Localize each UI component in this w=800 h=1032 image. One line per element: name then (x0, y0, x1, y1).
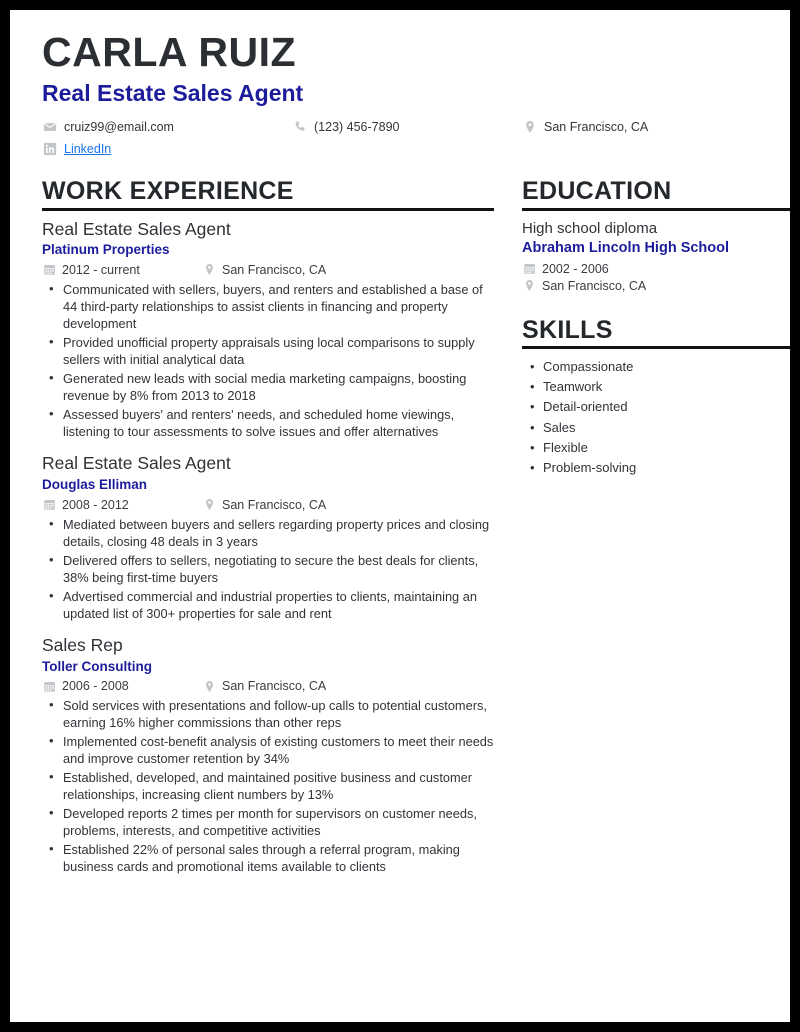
education-school: Abraham Lincoln High School (522, 240, 730, 257)
list-item: • Sold services with presentations and follow-up calls to potential customers, earning 16% higher commissions than other reps (42, 697, 494, 731)
job-location-text: San Francisco, CA (222, 262, 327, 277)
calendar-icon (522, 262, 536, 276)
list-item: • Developed reports 2 times per month for supervisors on customer needs, problems, interests, and competitive activities (42, 805, 494, 839)
education-location (522, 279, 790, 293)
education-dates-text: 2002 - 2006 (542, 261, 609, 276)
job-entry (42, 453, 494, 622)
work-experience-title: WORK EXPERIENCE (42, 177, 294, 206)
list-item: • Established 22% of personal sales through a referral program, making business cards and promotional items available to clients (42, 841, 494, 875)
list-item: • Established, developed, and maintained positive business and customer relationships, increasing client numbers by 13% (42, 769, 494, 803)
left-column (42, 178, 494, 888)
job-company: Douglas Elliman (42, 476, 148, 492)
job-location-text: San Francisco, CA (222, 679, 327, 694)
skills-list (522, 357, 790, 478)
contact-location (522, 119, 762, 134)
skill-item: • Problem-solving (522, 458, 790, 478)
contact-email[interactable] (42, 119, 292, 134)
right-column (522, 178, 790, 478)
contact-email-text: cruiz99@email.com (64, 119, 174, 134)
job-dates-text: 2012 - current (62, 262, 140, 277)
list-item: • Communicated with sellers, buyers, and renters and established a base of 44 third-party relationships to assist clients in financing and property development (42, 281, 494, 332)
map-pin-icon (522, 119, 537, 134)
list-item: • Mediated between buyers and sellers regarding property prices and closing details, closing 48 deals in 3 years (42, 516, 494, 550)
contact-phone[interactable] (292, 119, 522, 134)
education-section-header (522, 178, 790, 210)
resume-page (10, 10, 790, 1022)
list-item: • Provided unofficial property appraisals using local comparisons to supply sellers with initial analytical data (42, 334, 494, 368)
job-dates-text: 2008 - 2012 (62, 497, 129, 512)
skills-title: SKILLS (522, 315, 613, 344)
education-title: EDUCATION (522, 177, 672, 206)
envelope-icon (42, 119, 57, 134)
list-item: • Advertised commercial and industrial properties to clients, maintaining an updated list of 300+ properties for sale and rent (42, 588, 494, 622)
map-pin-icon (202, 679, 216, 693)
job-title: Real Estate Sales Agent (42, 218, 231, 239)
job-meta (42, 679, 494, 693)
job-title: Real Estate Sales Agent (42, 453, 231, 474)
skill-item: • Compassionate (522, 357, 790, 377)
calendar-icon (42, 263, 56, 277)
calendar-icon (42, 679, 56, 693)
map-pin-icon (522, 279, 536, 293)
skills-section-header (522, 317, 790, 349)
work-experience-section-header (42, 178, 494, 210)
job-company: Toller Consulting (42, 658, 152, 674)
job-company: Platinum Properties (42, 242, 170, 258)
skill-item: • Teamwork (522, 377, 790, 397)
map-pin-icon (202, 263, 216, 277)
job-meta (42, 498, 494, 512)
page-title: CARLA RUIZ (42, 29, 297, 75)
job-dates (42, 263, 202, 277)
job-meta (42, 263, 494, 277)
list-item: • Assessed buyers' and renters' needs, and scheduled home viewings, listening to tour assessments to solve issues and offer alternatives (42, 406, 494, 440)
skill-item: • Flexible (522, 438, 790, 458)
contact-info (42, 119, 762, 156)
work-experience-list (42, 219, 494, 876)
resume-header (42, 29, 762, 156)
contact-linkedin[interactable] (42, 141, 292, 156)
calendar-icon (42, 498, 56, 512)
professional-headline: Real Estate Sales Agent (42, 80, 304, 106)
job-dates (42, 498, 202, 512)
job-location (202, 263, 326, 277)
linkedin-link[interactable]: LinkedIn (64, 141, 112, 156)
education-entry (522, 219, 790, 293)
job-dates (42, 679, 202, 693)
list-item: • Generated new leads with social media marketing campaigns, boosting revenue by 8% from 2013 to 2018 (42, 370, 494, 404)
job-bullets (42, 281, 494, 440)
resume-body (42, 178, 762, 888)
map-pin-icon (202, 498, 216, 512)
education-degree: High school diploma (522, 219, 658, 237)
job-entry (42, 219, 494, 441)
job-entry (42, 635, 494, 876)
skill-item: • Sales (522, 418, 790, 438)
list-item: • Implemented cost-benefit analysis of existing customers to meet their needs and improve customer retention by 34% (42, 733, 494, 767)
job-dates-text: 2006 - 2008 (62, 679, 129, 694)
job-bullets (42, 697, 494, 875)
linkedin-icon (42, 141, 57, 156)
education-list (522, 219, 790, 293)
job-location (202, 498, 326, 512)
skill-item: • Detail-oriented (522, 397, 790, 417)
job-location (202, 679, 326, 693)
education-location-text: San Francisco, CA (542, 278, 647, 293)
list-item: • Delivered offers to sellers, negotiating to secure the best deals for clients, 38% being first-time buyers (42, 552, 494, 586)
phone-icon (292, 119, 307, 134)
education-dates (522, 262, 790, 276)
contact-location-text: San Francisco, CA (544, 119, 649, 134)
contact-phone-text: (123) 456-7890 (314, 119, 400, 134)
job-title: Sales Rep (42, 634, 123, 655)
job-location-text: San Francisco, CA (222, 497, 327, 512)
job-bullets (42, 516, 494, 622)
